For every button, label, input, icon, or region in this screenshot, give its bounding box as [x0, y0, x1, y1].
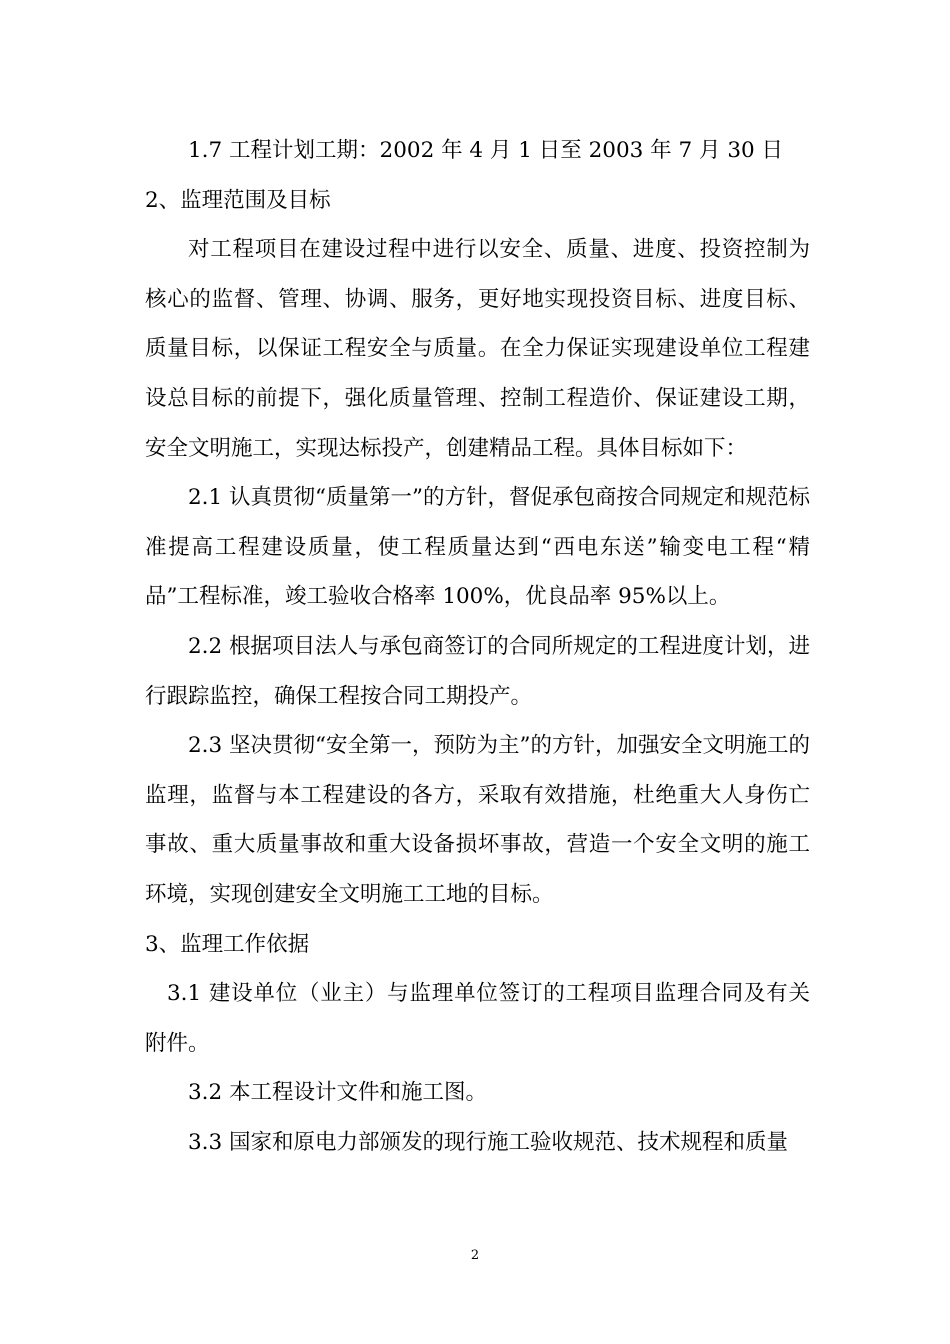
paragraph-1-7-schedule: 1.7 工程计划工期：2002 年 4 月 1 日至 2003 年 7 月 30 日: [188, 138, 784, 163]
paragraph-2-3: 2.3 坚决贯彻“安全第一，预防为主”的方针，加强安全文明施工的监理，监督与本工程建设的各方，采取有效措施，杜绝重大人身伤亡事故、重大质量事故和重大设备损坏事故，营造一个安全文明的施工环境，实现创建安全文明施工工地的目标。: [145, 733, 811, 907]
paragraph-2-1: 2.1 认真贯彻“质量第一”的方针，督促承包商按合同规定和规范标准提高工程建设质量，使工程质量达到“西电东送”输变电工程“精品”工程标准，竣工验收合格率 100%，优良品率 95%以上。: [145, 485, 811, 610]
section-heading-2: 2、监理范围及目标: [145, 187, 331, 213]
paragraph-3-3: 3.3 国家和原电力部颁发的现行施工验收规范、技术规程和质量: [188, 1129, 789, 1155]
paragraph-2-2: 2.2 根据项目法人与承包商签订的合同所规定的工程进度计划，进行跟踪监控，确保工程按合同工期投产。: [145, 633, 810, 709]
section-heading-3: 3、监理工作依据: [145, 931, 310, 957]
paragraph-3-1: 3.1 建设单位（业主）与监理单位签订的工程项目监理合同及有关附件。: [145, 981, 810, 1056]
document-body: [145, 126, 810, 1167]
paragraph-scope-goals: 对工程项目在建设过程中进行以安全、质量、进度、投资控制为核心的监督、管理、协调、服务，更好地实现投资目标、进度目标、质量目标，以保证工程安全与质量。在全力保证实现建设单位工程建设总目标的前提下，强化质量管理、控制工程造价、保证建设工期，安全文明施工，实现达标投产，创建精品工程。具体目标如下：: [145, 237, 810, 461]
paragraph-3-2: 3.2 本工程设计文件和施工图。: [188, 1080, 488, 1106]
page-number: 2: [470, 1248, 480, 1263]
